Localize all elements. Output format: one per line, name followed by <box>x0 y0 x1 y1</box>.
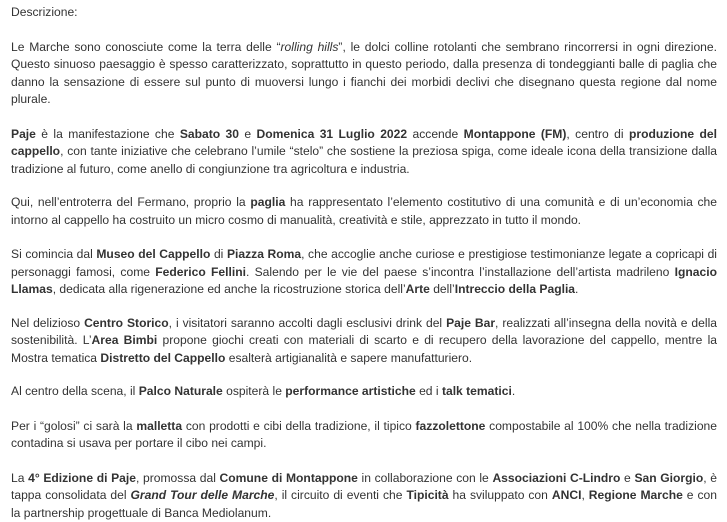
text-run: e <box>239 127 257 141</box>
emphasis-bold: Area Bimbi <box>92 333 158 347</box>
text-run: , dedicata alla rigenerazione ed anche la ricostruzione storica dell’ <box>53 282 406 296</box>
emphasis-bold: Paje <box>11 127 36 141</box>
emphasis-bold: Centro Storico <box>84 316 169 330</box>
emphasis-bold: fazzolettone <box>416 419 486 433</box>
text-run: , centro di <box>566 127 629 141</box>
paragraph-p5 <box>11 315 717 368</box>
text-run: di <box>210 247 227 261</box>
text-run: Le Marche sono conosciute come la terra delle “ <box>11 40 281 54</box>
text-run: e con la partnership progettuale di Banca Mediolanum. <box>11 488 717 520</box>
text-run: , i visitatori saranno accolti dagli esclusivi drink del <box>169 316 446 330</box>
emphasis-bold: Piazza Roma <box>227 247 301 261</box>
text-run: Per i “golosi” ci sarà la <box>11 419 136 433</box>
text-run: . <box>512 384 515 398</box>
text-run: in collaborazione con le <box>358 471 493 485</box>
emphasis-bold: Paje Bar <box>446 316 495 330</box>
emphasis-bold: Intreccio della Paglia <box>455 282 575 296</box>
text-run: Si comincia dal <box>11 247 96 261</box>
emphasis-bold: Sabato 30 <box>180 127 239 141</box>
text-run: , con tante iniziative che celebrano l’umile “stelo” che sostiene la preziosa spiga, come ideale icona della transizione dalla tradizione al futuro, come anello di congiunzione tra agricoltura e industria. <box>11 144 717 176</box>
emphasis-bold: Associazioni C-Lindro <box>492 471 620 485</box>
text-run: , che accoglie anche curiose e prestigiose testimonianze legate a copricapi di personaggi famosi, come <box>11 247 717 279</box>
emphasis-bold: malletta <box>136 419 182 433</box>
emphasis-bold: 4° Edizione di Paje <box>28 471 136 485</box>
text-run: ”, le dolci colline rotolanti che sembrano rincorrersi in ogni direzione. Questo sinuoso paesaggio è spesso caratterizzato, soprattutto in questo periodo, dalla presenza di tondeggianti balle di paglia che danno la sensazione di essere sul punto di muoversi lungo i fianchi dei morbidi declivi che disegnano questa regione dal nome plurale. <box>11 40 717 107</box>
emphasis-bold: San Giorgio <box>634 471 703 485</box>
text-run: Qui, nell’entroterra del Fermano, proprio la <box>11 195 250 209</box>
text-run: è la manifestazione che <box>36 127 180 141</box>
text-run: compostabile al 100% che nella tradizione contadina si usava per portare il cibo nei campi. <box>11 419 717 451</box>
text-run: ospiterà le <box>223 384 286 398</box>
text-run: , <box>581 488 588 502</box>
text-run: e <box>620 471 634 485</box>
emphasis-bold: Comune di Montappone <box>220 471 358 485</box>
description-body <box>11 39 717 522</box>
emphasis-bold: Tipicità <box>406 488 448 502</box>
text-run: La <box>11 471 28 485</box>
text-run: . <box>575 282 578 296</box>
emphasis-bold: Montappone (FM) <box>464 127 567 141</box>
text-run: ed i <box>416 384 442 398</box>
description-heading: Descrizione: <box>11 4 717 22</box>
text-run: dell’ <box>430 282 455 296</box>
emphasis-bold: Museo del Cappello <box>96 247 210 261</box>
paragraph-p1 <box>11 39 717 109</box>
text-run: , realizzati all’insegna della novità e della sostenibilità. L’ <box>11 316 717 348</box>
emphasis-bold: Regione Marche <box>589 488 683 502</box>
text-run: , il circuito di eventi che <box>274 488 406 502</box>
text-run: , promossa dal <box>136 471 220 485</box>
emphasis-bold: performance artistiche <box>285 384 415 398</box>
emphasis-bold-italic: Grand Tour delle Marche <box>131 488 275 502</box>
text-run: , è tappa consolidata del <box>11 471 717 503</box>
paragraph-p2 <box>11 126 717 179</box>
text-run: propone giochi creati con materiali di scarto e di recupero della lavorazione del cappello, mentre la Mostra tematica <box>11 333 717 365</box>
emphasis-bold: Distretto del Cappello <box>100 351 225 365</box>
emphasis-bold: ANCI <box>552 488 582 502</box>
text-run: accende <box>407 127 464 141</box>
text-run: Nel delizioso <box>11 316 84 330</box>
emphasis-bold: Domenica 31 Luglio 2022 <box>257 127 408 141</box>
emphasis-bold: Federico Fellini <box>155 265 246 279</box>
emphasis-italic: rolling hills <box>281 40 339 54</box>
paragraph-p8 <box>11 470 717 522</box>
text-run: . Salendo per le vie del paese s’incontra l’installazione dell’artista madrileno <box>246 265 675 279</box>
emphasis-bold: talk tematici <box>442 384 512 398</box>
emphasis-bold: Palco Naturale <box>139 384 223 398</box>
text-run: esalterà artigianalità e sapere manufatturiero. <box>225 351 472 365</box>
text-run: ha sviluppato con <box>449 488 552 502</box>
emphasis-bold: paglia <box>250 195 285 209</box>
emphasis-bold: produzione del cappello <box>11 127 717 159</box>
emphasis-bold: Arte <box>406 282 430 296</box>
text-run: con prodotti e cibi della tradizione, il tipico <box>182 419 415 433</box>
paragraph-p3 <box>11 194 717 229</box>
emphasis-bold: Ignacio Llamas <box>11 265 717 297</box>
text-run: Al centro della scena, il <box>11 384 139 398</box>
text-run: ha rappresentato l’elemento costitutivo di una comunità e di un’economia che intorno al cappello ha costruito un micro cosmo di manualità, creatività e stile, apprezzato in tutto il mondo. <box>11 195 717 227</box>
paragraph-p7 <box>11 418 717 453</box>
paragraph-p6 <box>11 383 717 401</box>
paragraph-p4 <box>11 246 717 299</box>
